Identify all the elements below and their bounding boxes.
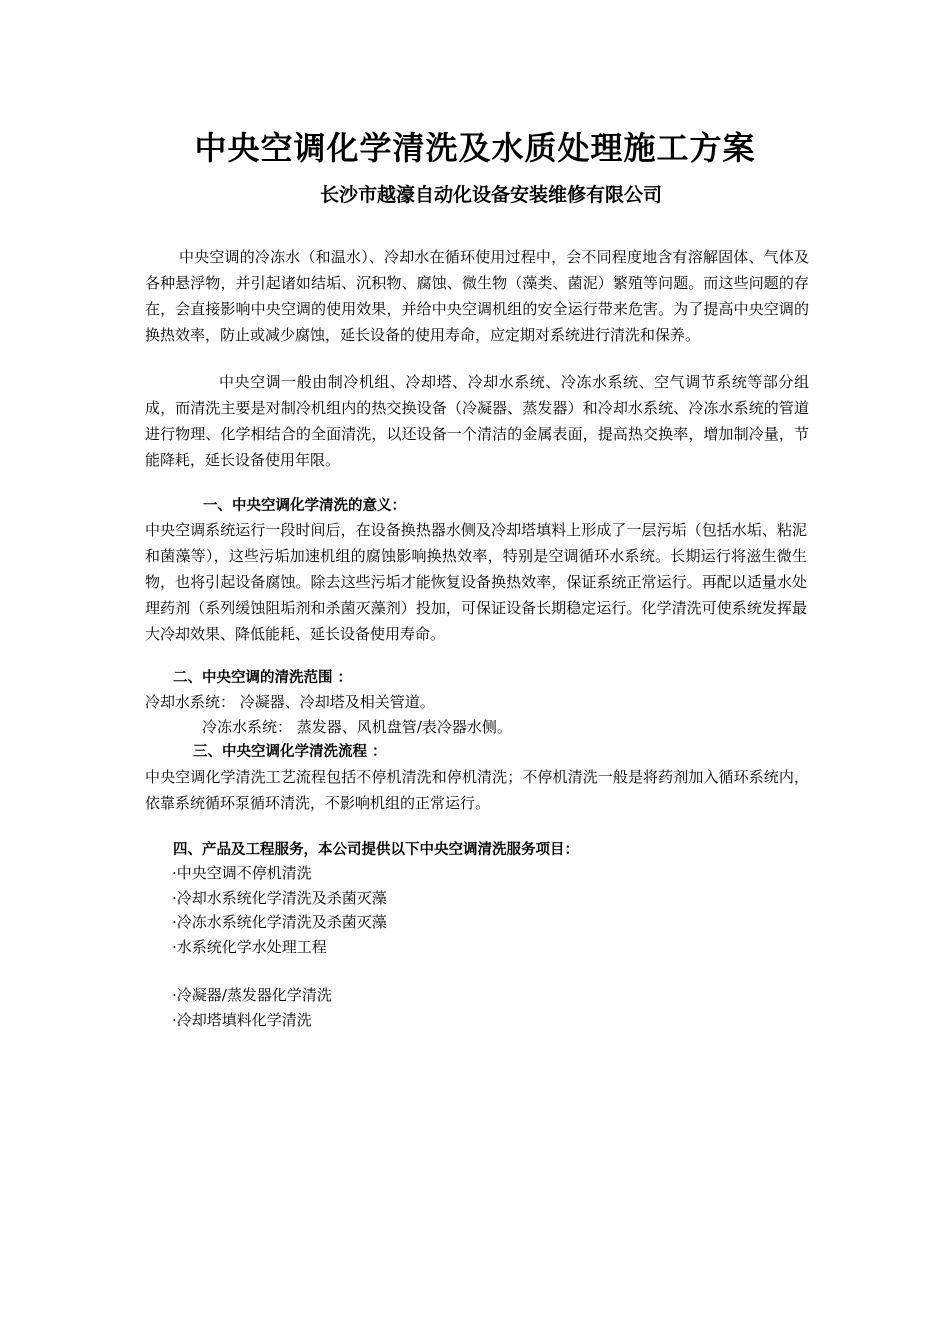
service-list (172, 861, 387, 1032)
list-item: ·水系统化学水处理工程 (172, 937, 327, 956)
document-title: 中央空调化学清洗及水质处理施工方案 (194, 129, 756, 167)
intro-paragraph-2: 中央空调一般由制冷机组、冷却塔、冷却水系统、冷冻水系统、空气调节系统等部分组成，而清洗主要是对制冷机组内的热交换设备（冷凝器、蒸发器）和冷却水系统、冷冻水系统的管道进行物理、化学相结合的全面清洗，以还设备一个清洁的金属表面，提高热交换率，增加制冷量，节能降耗，延长设备使用年限。 (145, 373, 809, 469)
section-2-line-chilled-water: 冷冻水系统： 蒸发器、风机盘管/表冷器水侧。 (202, 718, 512, 736)
section-3-body: 中央空调化学清洗工艺流程包括不停机清洗和停机清洗；不停机清洗一般是将药剂加入循环系统内，依靠系统循环泵循环清洗，不影响机组的正常运行。 (145, 768, 809, 812)
section-2-heading: 二、中央空调的清洗范围 ： (173, 670, 353, 686)
document-subtitle: 长沙市越濠自动化设备安装维修有限公司 (319, 184, 662, 206)
list-item: ·中央空调不停机清洗 (172, 864, 312, 882)
section-1-heading: 一、中央空调化学清洗的意义： (203, 498, 406, 514)
section-1-body: 中央空调系统运行一段时间后，在设备换热器水侧及冷却塔填料上形成了一层污垢（包括水垢、粘泥和菌藻等），这些污垢加速机组的腐蚀影响换热效率，特别是空调循环水系统。长期运行将滋生微生物，也将引起设备腐蚀。除去这些污垢才能恢复设备换热效率，保证系统正常运行。再配以适量水处理药剂（系列缓蚀阻垢剂和杀菌灭藻剂）投加，可保证设备长期稳定运行。化学清洗可使系统发挥最大冷却效果、降低能耗、延长设备使用寿命。 (145, 521, 807, 643)
list-item: ·冷却水系统化学清洗及杀菌灭藻 (172, 888, 387, 907)
section-2-line-cooling-water: 冷却水系统： 冷凝器、冷却塔及相关管道。 (145, 693, 435, 711)
list-item: ·冷冻水系统化学清洗及杀菌灭藻 (172, 913, 387, 931)
section-4-heading: 四、产品及工程服务，本公司提供以下中央空调清洗服务项目： (173, 842, 579, 858)
list-item: ·冷凝器/蒸发器化学清洗 (172, 986, 332, 1004)
intro-paragraph-1: 中央空调的冷冻水（和温水）、冷却水在循环使用过程中，会不同程度地含有溶解固体、气体及各种悬浮物，并引起诸如结垢、沉积物、腐蚀、微生物（藻类、菌泥）繁殖等问题。而这些问题的存在，会直接影响中央空调的使用效果，并给中央空调机组的安全运行带来危害。为了提高中央空调的换热效率，防止或减少腐蚀，延长设备的使用寿命，应定期对系统进行清洗和保养。 (145, 248, 809, 344)
section-3-heading: 三、中央空调化学清洗流程 ： (193, 744, 387, 760)
list-item: ·冷却塔填料化学清洗 (172, 1010, 312, 1029)
